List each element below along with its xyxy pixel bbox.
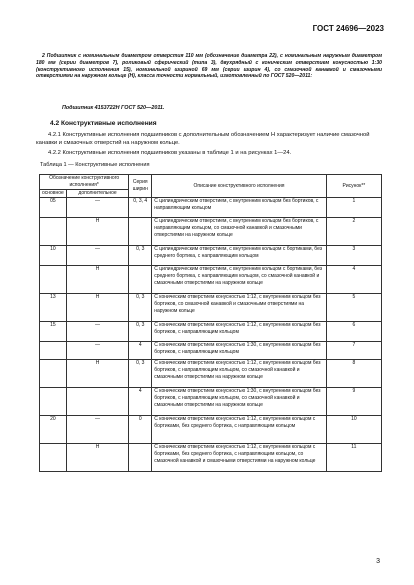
cell-main-designation <box>40 444 67 472</box>
design-versions-table <box>39 174 382 472</box>
bearing-designation: Подшипник 4153722Н ГОСТ 520—2011. <box>62 105 165 111</box>
cell-width-series: 0, 3 <box>129 246 152 266</box>
table-caption: Таблица 1 — Конструктивные исполнения <box>40 162 150 168</box>
cell-additional-designation: — <box>66 416 128 444</box>
cell-figure: 2 <box>326 218 381 246</box>
cell-additional-designation <box>66 388 128 416</box>
cell-additional-designation: — <box>66 342 128 360</box>
cell-description: С коническим отверстием конусностью 1:30, с внутренним кольцом без бортиков, с направляющим кольцом, со смазочной канавкой и смазочными отверстиями на наружном кольце <box>152 388 327 416</box>
cell-width-series: 0, 3, 4 <box>129 198 152 218</box>
cell-figure: 9 <box>326 388 381 416</box>
section-heading: 4.2 Конструктивные исполнения <box>50 120 157 127</box>
header-description: Описание конструктивного исполнения <box>152 175 327 198</box>
cell-description: С коническим отверстием конусностью 1:12, с внутренним кольцом с бортиками, без среднего бортика, с направляющим кольцом, со смазочной канавкой и смазочными отверстиями на наружном кольце <box>152 444 327 472</box>
intro-paragraph: 2 Подшипник с номинальным диаметром отверстия 110 мм (обозначение диаметра 22), с номинальным наружным диаметром 180 мм (серии диаметров 7), роликовый сферический (типа 3), двухрядный с коническим отверстием конусностью 1:30 (конструктивного исполнения 15), номинальной шириной 69 мм (серии ширин 4), со смазочной канавкой и смазочными отверстиями на наружном кольце (Н), класса точности нормальный, изготовленный по ГОСТ 520—2011: <box>36 53 382 80</box>
cell-figure: 3 <box>326 246 381 266</box>
cell-description: С цилиндрическим отверстием, с внутренним кольцом с бортиками, без среднего бортика, с направляющим кольцом, со смазочной канавкой и смазочными отверстиями на наружном кольце <box>152 266 327 294</box>
cell-description: С цилиндрическим отверстием, с внутренним кольцом без бортиков, с направляющим кольцом, со смазочной канавкой и смазочными отверстиями на наружном кольце <box>152 218 327 246</box>
cell-additional-designation: — <box>66 198 128 218</box>
paragraph-4-2-2: 4.2.2 Конструктивные исполнения подшипников указаны в таблице 1 и на рисунках 1—24. <box>48 150 292 156</box>
cell-main-designation <box>40 360 67 388</box>
table-row <box>40 388 382 416</box>
cell-width-series: 4 <box>129 342 152 360</box>
cell-figure: 4 <box>326 266 381 294</box>
cell-main-designation: 05 <box>40 198 67 218</box>
cell-description: С коническим отверстием конусностью 1:12, с внутренним кольцом с бортиками, без среднего бортика, с направляющим кольцом <box>152 416 327 444</box>
cell-main-designation: 15 <box>40 322 67 342</box>
table-row <box>40 218 382 246</box>
cell-main-designation: 13 <box>40 294 67 322</box>
document-header: ГОСТ 24696—2023 <box>312 24 384 33</box>
table-row <box>40 444 382 472</box>
cell-figure: 5 <box>326 294 381 322</box>
table-row <box>40 294 382 322</box>
cell-figure: 1 <box>326 198 381 218</box>
table-row <box>40 416 382 444</box>
paragraph-4-2-1: 4.2.1 Конструктивные исполнения подшипников с дополнительным обозначением Н характеризует наличие смазочной канавки и смазочных отверстий на наружном кольце. <box>36 132 370 146</box>
cell-figure: 10 <box>326 416 381 444</box>
cell-main-designation: 20 <box>40 416 67 444</box>
cell-additional-designation: — <box>66 246 128 266</box>
table-row <box>40 360 382 388</box>
cell-figure: 6 <box>326 322 381 342</box>
cell-description: С коническим отверстием конусностью 1:12, с внутренним кольцом без бортиков, с направляющим кольцом, со смазочной канавкой и смазочными отверстиями на наружном кольце <box>152 360 327 388</box>
cell-description: С цилиндрическим отверстием, с внутренним кольцом без бортиков, с направляющим кольцом <box>152 198 327 218</box>
cell-description: С коническим отверстием конусностью 1:30, с внутренним кольцом без бортиков, с направляющим кольцом <box>152 342 327 360</box>
cell-description: С коническим отверстием конусностью 1:12, с внутренним кольцом без бортиков, с направляющим кольцом <box>152 322 327 342</box>
cell-main-designation <box>40 266 67 294</box>
table-row <box>40 198 382 218</box>
cell-width-series <box>129 218 152 246</box>
cell-width-series: 0 <box>129 416 152 444</box>
cell-figure: 8 <box>326 360 381 388</box>
cell-main-designation <box>40 342 67 360</box>
cell-width-series: 4 <box>129 388 152 416</box>
cell-figure: 11 <box>326 444 381 472</box>
cell-additional-designation: Н <box>66 218 128 246</box>
cell-width-series <box>129 444 152 472</box>
header-width-series: Серия ширин <box>129 175 152 198</box>
cell-figure: 7 <box>326 342 381 360</box>
header-figure: Рисунок** <box>326 175 381 198</box>
cell-width-series: 0, 3 <box>129 360 152 388</box>
cell-additional-designation: — <box>66 322 128 342</box>
cell-additional-designation: Н <box>66 360 128 388</box>
cell-main-designation <box>40 218 67 246</box>
cell-width-series: 0, 3 <box>129 294 152 322</box>
table-row <box>40 342 382 360</box>
cell-description: С цилиндрическим отверстием, с внутренним кольцом с бортиками, без среднего бортика, с направляющим кольцом <box>152 246 327 266</box>
cell-main-designation: 10 <box>40 246 67 266</box>
page-number: 3 <box>376 558 380 565</box>
header-additional: дополнительное <box>66 190 128 198</box>
header-designation-group: Обозначение конструктивного исполнения* <box>40 175 129 190</box>
cell-additional-designation: Н <box>66 266 128 294</box>
table-row <box>40 322 382 342</box>
cell-description: С коническим отверстием конусностью 1:12, с внутренним кольцом без бортиков, со смазочной канавкой и смазочными отверстиями на наружном кольце <box>152 294 327 322</box>
header-main: основное <box>40 190 67 198</box>
cell-main-designation <box>40 388 67 416</box>
table-row <box>40 246 382 266</box>
table-row <box>40 266 382 294</box>
cell-additional-designation: Н <box>66 294 128 322</box>
cell-width-series <box>129 266 152 294</box>
cell-additional-designation: Н <box>66 444 128 472</box>
cell-width-series: 0, 3 <box>129 322 152 342</box>
